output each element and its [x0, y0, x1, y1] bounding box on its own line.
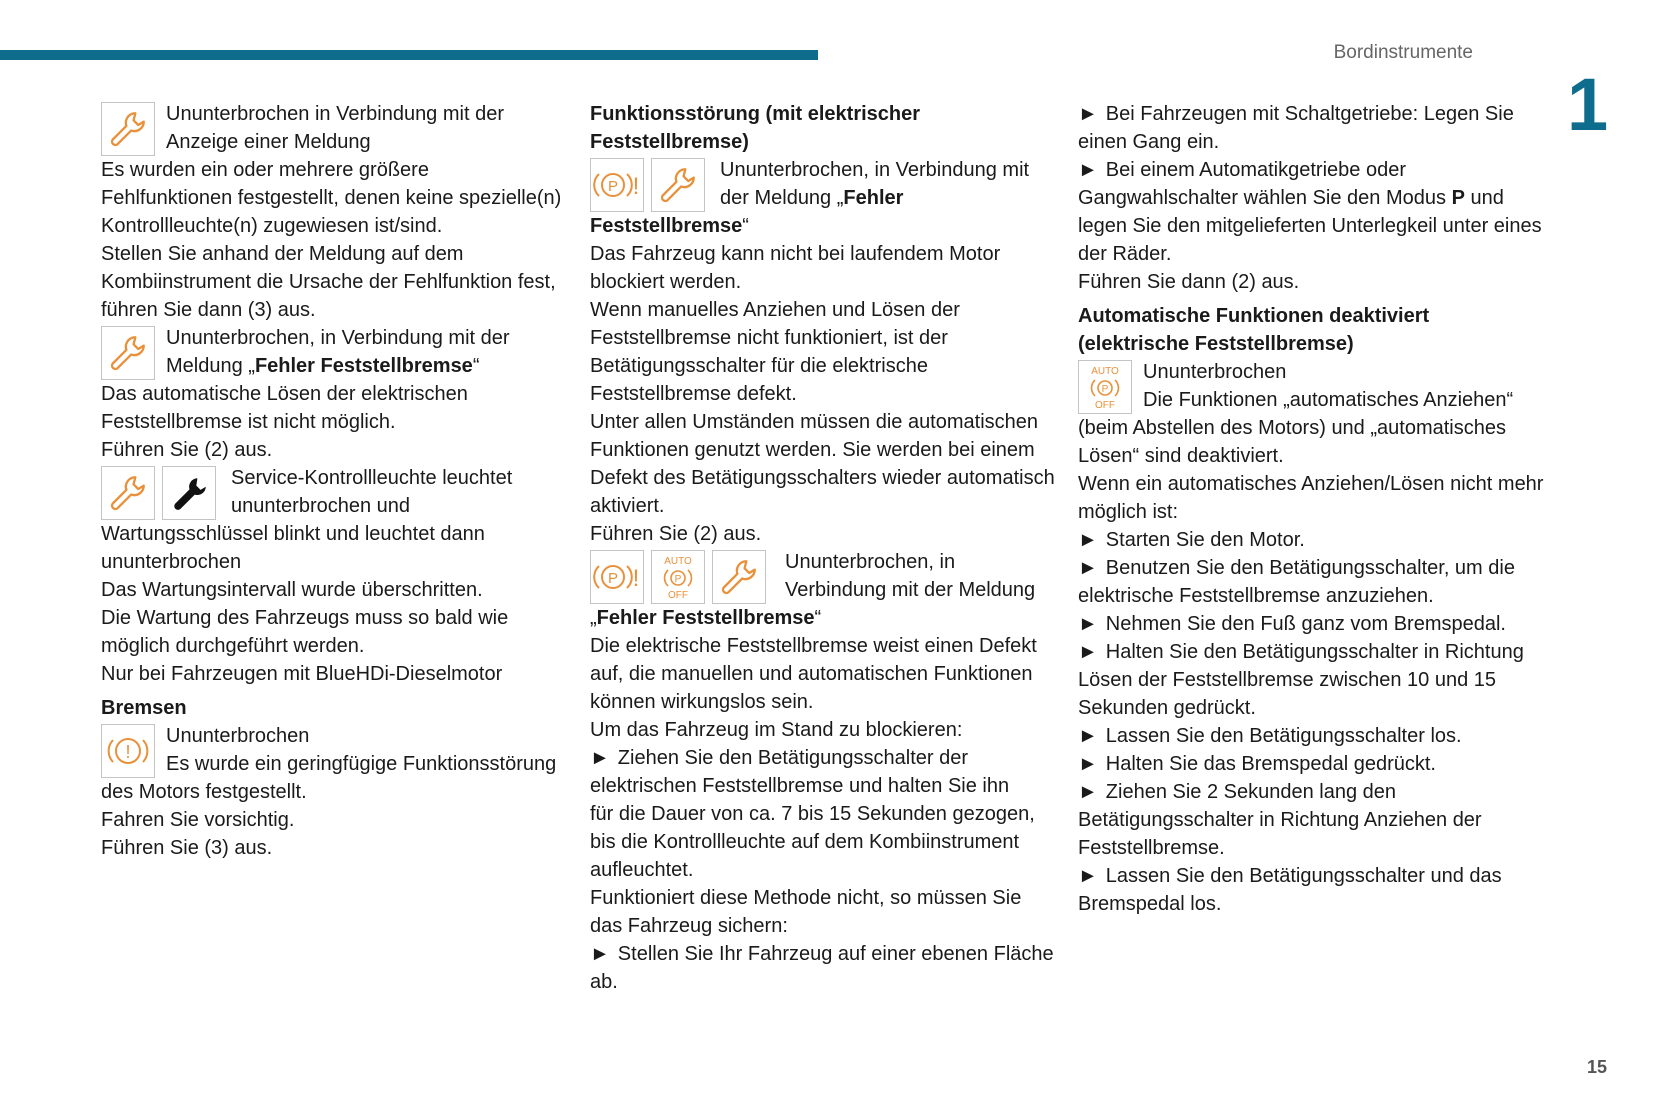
- svg-text:P: P: [607, 178, 619, 195]
- step: ► Nehmen Sie den Fuß ganz vom Bremspedal.: [1078, 613, 1506, 635]
- column-2: Funktionsstörung (mit elektrischer Feststellbremse) P ! Ununterbrochen, in Verbindung mit der Meldung „Fehler Feststellbremse“ Das Fahrzeug kann nicht bei laufendem Motor blockiert werden. Wenn manuelles Anziehen und Lösen der Feststellbremse nicht funktioniert, ist der Betätigungsschalter für die elektrische Feststellbremse defekt. Unter allen Umständen müssen die automatischen Funktionen genutzt werden. Sie werden bei einem Defekt des Betätigungsschalters wieder automatisch aktiviert. Führen Sie (2) aus. P ! AUTO P OFF Ununterbrochen, in Verbindung mit der Meldung „Fehler Feststellbremse“ Die elektrische Feststellbremse weist einen Defekt auf, die manuellen und automatischen Funktionen können wirkungslos sein. Um das Fahrzeug im Stand zu blockieren: ► Ziehen Sie den Betätigungsschalter der elektrischen Feststellbremse und halten Sie ihn für die Dauer von ca. 7 bis 15 Sekunden gezogen, bis die Kontrollleuchte auf dem Kombiinstrument aufleuchtet. Funktioniert diese Methode nicht, so müssen Sie das Fahrzeug sichern: ► Stellen Sie Ihr Fahrzeug auf einer ebenen Fläche ab.: [590, 100, 1050, 996]
- column-3: ► Bei Fahrzeugen mit Schaltgetriebe: Legen Sie einen Gang ein. ► Bei einem Automatikgetriebe oder Gangwahlschalter wählen Sie den Modus P und legen Sie den mitgelieferten Unterlegkeil unter eines der Räder. Führen Sie dann (2) aus. Automatische Funktionen deaktiviert (elektrische Feststellbremse) AUTO P OFF Ununterbrochen Die Funktionen „automatisches Anziehen“ (beim Abstellen des Motors) und „automatisches Lösen“ sind deaktiviert. Wenn ein automatisches Anziehen/Lösen nicht mehr möglich ist: ► Starten Sie den Motor. ► Benutzen Sie den Betätigungsschalter, um die elektrische Feststellbremse anzuziehen. ► Nehmen Sie den Fuß ganz vom Bremspedal. ► Halten Sie den Betätigungsschalter in Richtung Lösen der Feststellbremse zwischen 10 und 15 Sekunden gedrückt. ► Lassen Sie den Betätigungsschalter los. ► Halten Sie das Bremspedal gedrückt. ► Ziehen Sie 2 Sekunden lang den Betätigungsschalter in Richtung Anziehen der Feststellbremse. ► Lassen Sie den Betätigungsschalter und das Bremspedal los.: [1078, 100, 1548, 918]
- wrench-service-icon: [101, 102, 155, 156]
- page-number: 15: [1587, 1057, 1608, 1077]
- bullet-arrow: ►: [1078, 159, 1098, 181]
- maintenance-key-icon: [162, 466, 216, 520]
- section-title: Bordinstrumente: [1333, 42, 1473, 63]
- step: ► Halten Sie das Bremspedal gedrückt.: [1078, 753, 1436, 775]
- step: ► Lassen Sie den Betätigungsschalter los.: [1078, 725, 1462, 747]
- service-key-block: Service-Kontrollleuchte leuchtet ununterbrochen und: [101, 464, 561, 520]
- brake-warning-icon: [101, 724, 155, 778]
- brake-warning-block: ! Ununterbrochen Es wurde ein geringfügige Funktionsstörung: [101, 722, 561, 778]
- bullet-arrow: ►: [590, 747, 610, 769]
- svg-text:P: P: [674, 574, 682, 585]
- heading-malfunction: Funktionsstörung (mit elektrischer: [590, 103, 921, 125]
- svg-text:AUTO: AUTO: [1091, 366, 1119, 377]
- step: ► Halten Sie den Betätigungsschalter in Richtung: [1078, 641, 1524, 663]
- auto-off-parking-icon: [1078, 360, 1132, 414]
- step: ► Ziehen Sie 2 Sekunden lang den: [1078, 781, 1397, 803]
- auto-off-parking-icon: [651, 550, 705, 604]
- bullet-arrow: ►: [1078, 103, 1098, 125]
- parking-brake-fault-icon: [590, 550, 644, 604]
- wrench-service-icon: [712, 550, 766, 604]
- svg-text:P: P: [1101, 384, 1109, 395]
- service-warning-block: Ununterbrochen in Verbindung mit der Anzeige einer Meldung: [101, 100, 561, 156]
- svg-text:!: !: [632, 173, 640, 200]
- column-1: Ununterbrochen in Verbindung mit der Anzeige einer Meldung Es wurden ein oder mehrere größere Fehlfunktionen festgestellt, denen keine spezielle(n) Kontrollleuchte(n) zugewiesen ist/sind. Stellen Sie anhand der Meldung auf dem Kombiinstrument die Ursache der Fehlfunktion fest, führen Sie dann (3) aus. Ununterbrochen, in Verbindung mit der Meldung „Fehler Feststellbremse“ Das automatische Lösen der elektrischen Feststellbremse ist nicht möglich. Führen Sie (2) aus. Service-Kontrollleuchte leuchtet ununterbrochen und Wartungsschlüssel blinkt und leuchtet dann ununterbrochen Das Wartungsintervall wurde überschritten. Die Wartung des Fahrzeugs muss so bald wie möglich durchgeführt werden. Nur bei Fahrzeugen mit BlueHDi-Dieselmotor Bremsen ! Ununterbrochen Es wurde ein geringfügige Funktionsstörung des Motors festgestellt. Fahren Sie vorsichtig. Führen Sie (3) aus.: [101, 100, 561, 862]
- parking-auto-fault-block: P ! AUTO P OFF Ununterbrochen, in Verbindung mit der Meldung: [590, 548, 1050, 604]
- step: ► Benutzen Sie den Betätigungsschalter, um die: [1078, 557, 1515, 579]
- header-accent-bar: [0, 50, 818, 60]
- svg-text:!: !: [125, 742, 131, 762]
- step: ► Starten Sie den Motor.: [1078, 529, 1305, 551]
- svg-text:OFF: OFF: [1095, 400, 1115, 411]
- bullet-arrow: ►: [590, 943, 610, 965]
- parking-fault-block: P ! Ununterbrochen, in Verbindung mit der Meldung „Fehler: [590, 156, 1050, 212]
- svg-text:P: P: [607, 570, 619, 587]
- heading-brakes: Bremsen: [101, 697, 187, 719]
- svg-text:OFF: OFF: [668, 590, 688, 601]
- wrench-service-icon: [651, 158, 705, 212]
- parking-brake-fault-icon: [590, 158, 644, 212]
- step: ► Lassen Sie den Betätigungsschalter und das: [1078, 865, 1502, 887]
- wrench-service-icon: [101, 326, 155, 380]
- chapter-number: 1: [1567, 63, 1609, 146]
- svg-text:AUTO: AUTO: [664, 556, 692, 567]
- heading-auto-functions: Automatische Funktionen deaktiviert: [1078, 305, 1430, 327]
- service-parking-fault-block: Ununterbrochen, in Verbindung mit der Meldung „Fehler Feststellbremse“: [101, 324, 561, 380]
- svg-text:!: !: [632, 565, 640, 592]
- wrench-service-icon: [101, 466, 155, 520]
- auto-off-block: AUTO P OFF Ununterbrochen Die Funktionen „automatisches Anziehen“: [1078, 358, 1548, 414]
